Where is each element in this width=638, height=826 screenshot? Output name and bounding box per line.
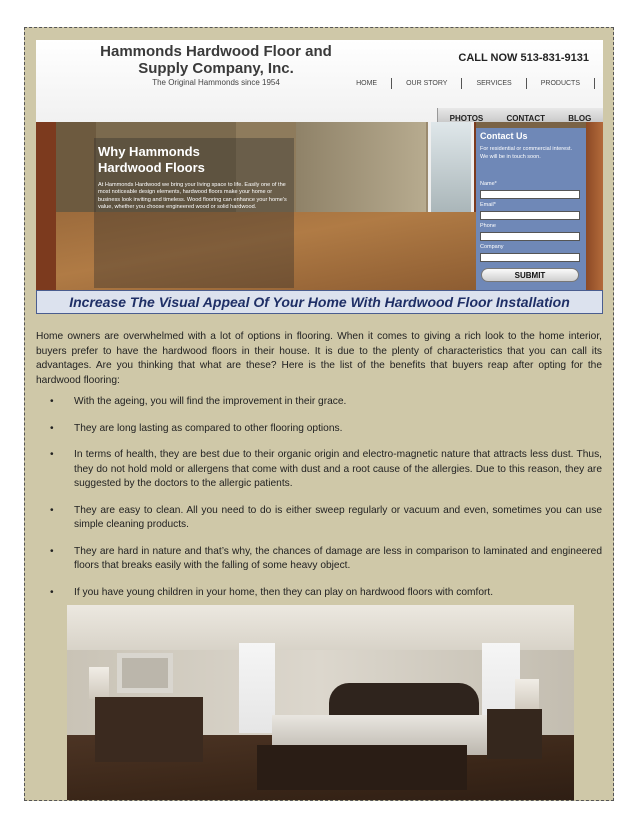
- email-field: [480, 211, 580, 220]
- nav-top: [342, 78, 595, 89]
- company-field: [480, 253, 580, 262]
- room-nightstand: [487, 709, 542, 759]
- why-title-line2: Hardwood Floors: [98, 160, 205, 175]
- article-headline: Increase The Visual Appeal Of Your Home With Hardwood Floor Installation: [36, 290, 603, 314]
- bullet-icon: •: [50, 396, 54, 407]
- phone-label: Phone: [480, 223, 496, 229]
- room-lamp-right: [515, 679, 539, 711]
- phone-field: [480, 232, 580, 241]
- nav-photos: PHOTOS: [449, 113, 484, 123]
- company-tagline: The Original Hammonds since 1954: [152, 78, 280, 87]
- name-label: Name*: [480, 181, 497, 187]
- nav-services: SERVICES: [476, 80, 512, 87]
- room-dresser: [95, 697, 203, 762]
- list-item: [36, 586, 602, 601]
- company-name-line1: Hammonds Hardwood Floor and: [100, 43, 332, 60]
- nav-home: HOME: [356, 80, 378, 87]
- nav-products: PRODUCTS: [540, 80, 580, 87]
- benefit-text: They are long lasting as compared to other flooring options.: [74, 422, 343, 434]
- page-frame: [24, 27, 614, 801]
- company-name-line2: Supply Company, Inc.: [138, 60, 294, 77]
- room-mirror: [117, 653, 173, 693]
- bullet-icon: •: [50, 545, 54, 557]
- banner-window: [428, 122, 474, 212]
- list-item: [36, 395, 602, 410]
- banner-right-wood: [586, 122, 603, 298]
- nav-blog: BLOG: [568, 113, 592, 123]
- submit-button: SUBMIT: [481, 268, 579, 282]
- room-bed-frame: [257, 745, 467, 790]
- room-lamp-left: [89, 667, 109, 699]
- bullet-icon: •: [50, 422, 54, 434]
- name-field: [480, 190, 580, 199]
- bedroom-photo: [67, 605, 574, 801]
- bullet-icon: •: [50, 586, 54, 598]
- nav-separator: [594, 78, 595, 89]
- company-name: [96, 43, 336, 77]
- why-hammonds-body: At Hammonds Hardwood we bring your living space to life. Easily one of the most noticeable design elements, hardwood floors make your home or business look inviting and timeless. Wood flooring can enhance your home's value, whether you choose engineered wood or solid hardwood.: [98, 182, 287, 211]
- bullet-icon: •: [50, 504, 54, 516]
- benefit-text: If you have young children in your home, then they can play on hardwood floors with comfort.: [74, 586, 494, 598]
- nav-contact: CONTACT: [506, 113, 545, 123]
- contact-description: For residential or commercial interest. We will be in touch soon.: [480, 146, 573, 160]
- website-banner-image: [36, 40, 603, 298]
- banner-wall: [296, 122, 426, 222]
- why-hammonds-title: [98, 144, 278, 176]
- benefit-text: In terms of health, they are best due to their organic origin and electro-magnetic nature that attracts less dust. Thus, they do not hold mold or allergens that come with dust and a root cause of the allergies. Due to this reason, they are suggested by the doctors to the allergic patients.: [74, 449, 602, 489]
- email-label: Email*: [480, 202, 496, 208]
- room-window-left: [239, 643, 275, 733]
- list-item: [36, 422, 602, 437]
- benefit-text: With the ageing, you will find the improvement in their grace.: [74, 396, 347, 407]
- nav-our-story: OUR STORY: [406, 80, 448, 87]
- list-item: [36, 504, 602, 533]
- benefit-text: They are hard in nature and that’s why, the chances of damage are less in comparison to laminated and engineered floors that breaks easily with the falling of some heavy object.: [74, 545, 602, 571]
- bullet-icon: •: [50, 449, 54, 460]
- list-item: [36, 448, 602, 492]
- list-item: [36, 545, 602, 574]
- benefits-list: [36, 395, 602, 612]
- benefit-text: They are easy to clean. All you need to do is either sweep regularly or vacuum and even, sometimes you can use simple cleaning products.: [74, 504, 602, 530]
- why-title-line1: Why Hammonds: [98, 144, 200, 159]
- call-now-text: CALL NOW 513-831-9131: [458, 52, 589, 64]
- intro-paragraph: Home owners are overwhelmed with a lot of options in flooring. When it comes to giving a rich look to the home interior, buyers prefer to have the hardwood floors in their house. It is due to the plenty of characteristics that you can call its advantages. Are you thinking that what are these? Here is the list of the benefits that buyers reap after opting for the hardwood flooring:: [36, 331, 602, 386]
- company-label: Company: [480, 244, 504, 250]
- contact-title: Contact Us: [480, 131, 528, 141]
